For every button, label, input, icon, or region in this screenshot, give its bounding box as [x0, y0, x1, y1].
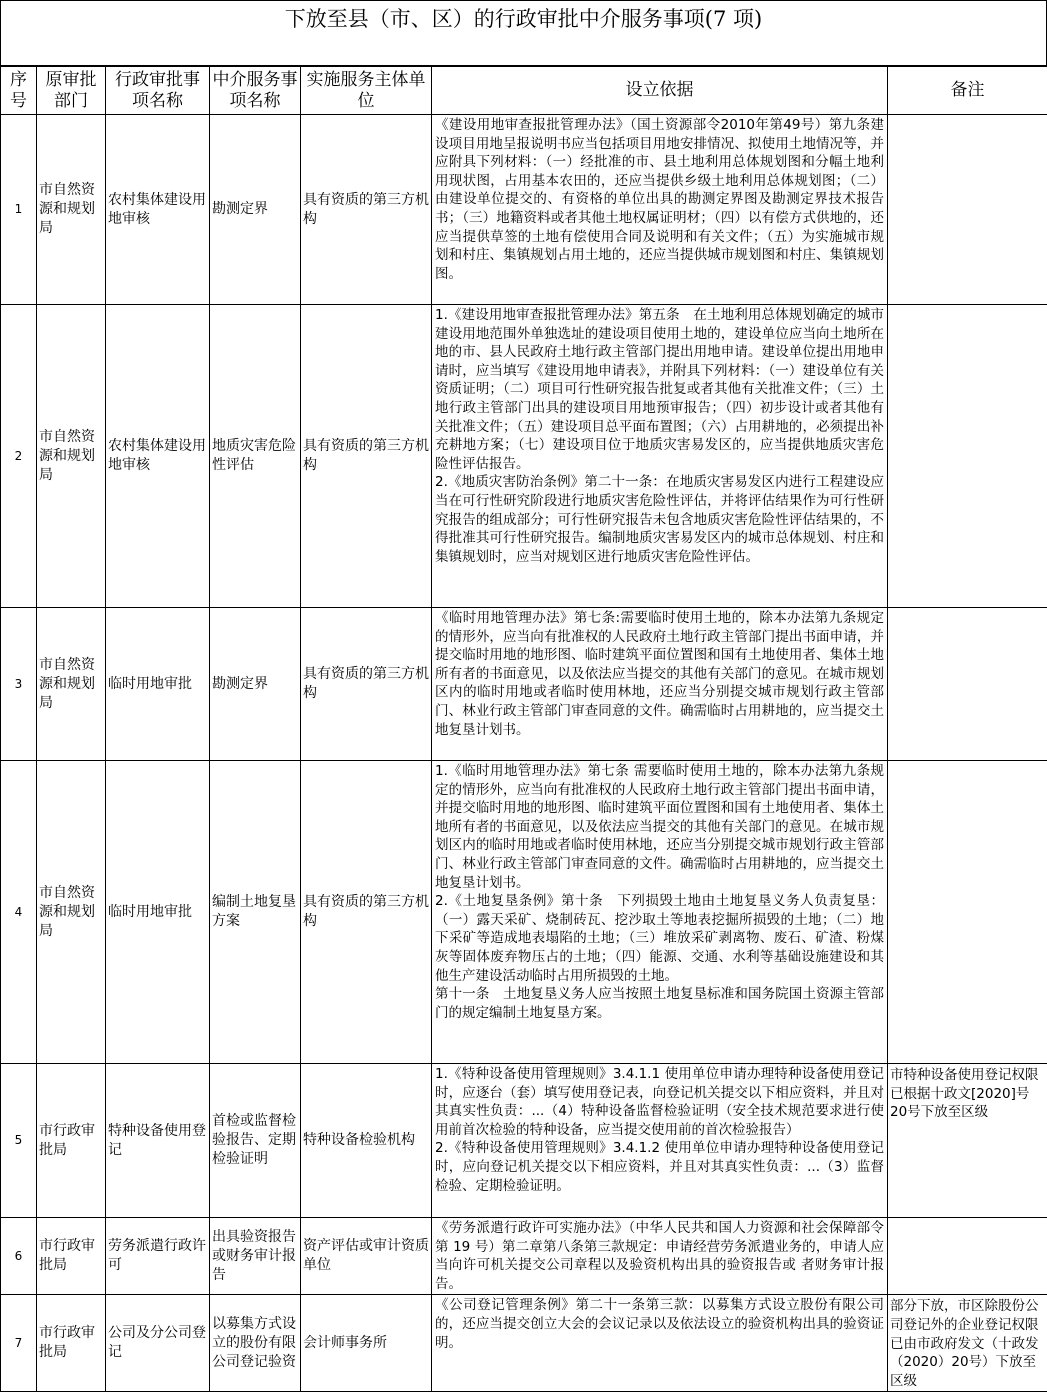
cell-provider: 资产评估或审计资质单位: [301, 1218, 432, 1295]
cell-service: 地质灾害危险性评估: [210, 305, 301, 608]
cell-dept: 市行政审批局: [37, 1295, 106, 1392]
cell-note: [888, 115, 1047, 305]
cell-dept: 市自然资源和规划局: [37, 305, 106, 608]
basis-paragraph: 1.《特种设备使用管理规则》3.4.1.1 使用单位申请办理特种设备使用登记时，应逐台（套）填写使用登记表，向登记机关提交以下相应资料，并且对其真实性负责：...（4）特种设备监督检验证明（安全技术规范要求进行使用前首次检验的特种设备，应当提交使用前的首次检验报告）: [435, 1065, 884, 1139]
cell-dept: 市自然资源和规划局: [37, 608, 106, 761]
cell-item: 临时用地审批: [106, 761, 210, 1064]
table-row: [1, 115, 1047, 305]
basis-paragraph: 第十一条 土地复垦义务人应当按照土地复垦标准和国务院国土资源主管部门的规定编制土地复垦方案。: [435, 985, 884, 1022]
cell-item: 临时用地审批: [106, 608, 210, 761]
basis-paragraph: 《临时用地管理办法》第七条:需要临时使用土地的，除本办法第九条规定的情形外，应当向有批准权的人民政府土地行政主管部门提出书面申请，并提交临时用地的地形图、临时建筑平面位置图和国有土地使用者、集体土地所有者的书面意见，以及依法应当提交的其他有关部门的意见。在城市规划区内的临时用地或者临时使用林地，还应当分别提交城市规划行政主管部门、林业行政主管部门审查同意的文件。确需临时占用耕地的，应当提交土地复垦计划书。: [435, 609, 884, 739]
basis-paragraph: 2.《土地复垦条例》第十条 下列损毁土地由土地复垦义务人负责复垦：（一）露天采矿、烧制砖瓦、挖沙取土等地表挖掘所损毁的土地；（二）地下采矿等造成地表塌陷的土地；（三）堆放采矿剥离物、废石、矿渣、粉煤灰等固体废弃物压占的土地；（四）能源、交通、水利等基础设施建设和其他生产建设活动临时占用所损毁的土地。: [435, 892, 884, 985]
cell-provider: 特种设备检验机构: [301, 1064, 432, 1218]
document-title: 下放至县（市、区）的行政审批中介服务事项(7 项): [0, 0, 1047, 66]
cell-item: 农村集体建设用地审核: [106, 305, 210, 608]
cell-note: [888, 761, 1047, 1064]
cell-no: 4: [1, 761, 37, 1064]
table-row: [1, 608, 1047, 761]
cell-service: 勘测定界: [210, 115, 301, 305]
cell-dept: 市行政审批局: [37, 1218, 106, 1295]
basis-paragraph: 《劳务派遣行政许可实施办法》（中华人民共和国人力资源和社会保障部令第 19 号）第二章第八条第三款规定：申请经营劳务派遣业务的，申请人应当向许可机关提交公司章程以及验资机构出具的验资报告或 者财务审计报告。: [435, 1219, 884, 1293]
table-row: [1, 1064, 1047, 1218]
header-no: 序号: [1, 67, 37, 115]
cell-provider: 会计师事务所: [301, 1295, 432, 1392]
cell-no: 3: [1, 608, 37, 761]
cell-basis: [432, 1218, 888, 1295]
cell-basis: [432, 1064, 888, 1218]
header-provider: 实施服务主体单位: [301, 67, 432, 115]
cell-dept: 市自然资源和规划局: [37, 761, 106, 1064]
service-items-table: [0, 66, 1047, 1392]
basis-paragraph: 2.《地质灾害防治条例》第二十一条：在地质灾害易发区内进行工程建设应当在可行性研究阶段进行地质灾害危险性评估，并将评估结果作为可行性研究报告的组成部分；可行性研究报告未包含地质灾害危险性评估结果的，不得批准其可行性研究报告。编制地质灾害易发区内的城市总体规划、村庄和集镇规划时，应当对规划区进行地质灾害危险性评估。: [435, 473, 884, 566]
cell-note: [888, 305, 1047, 608]
cell-note: 部分下放，市区除股份公司登记外的企业登记权限已由市政府发文（十政发（2020）20号）下放至区级: [888, 1295, 1047, 1392]
header-dept: 原审批部门: [37, 67, 106, 115]
table-row: [1, 305, 1047, 608]
table-header-row: [1, 67, 1047, 115]
table-row: [1, 761, 1047, 1064]
cell-note: [888, 1218, 1047, 1295]
cell-item: 农村集体建设用地审核: [106, 115, 210, 305]
cell-service: 以募集方式设立的股份有限公司登记验资: [210, 1295, 301, 1392]
cell-no: 7: [1, 1295, 37, 1392]
cell-basis: [432, 608, 888, 761]
basis-paragraph: 《公司登记管理条例》第二十一条第三款：以募集方式设立股份有限公司的，还应当提交创立大会的会议记录以及依法设立的验资机构出具的验资证明。: [435, 1296, 884, 1352]
cell-service: 编制土地复垦方案: [210, 761, 301, 1064]
cell-no: 6: [1, 1218, 37, 1295]
cell-no: 5: [1, 1064, 37, 1218]
cell-no: 2: [1, 305, 37, 608]
basis-paragraph: 1.《建设用地审查报批管理办法》第五条 在土地利用总体规划确定的城市建设用地范围外单独选址的建设项目使用土地的，建设单位应当向土地所在地的市、县人民政府土地行政主管部门提出用地申请。建设单位提出用地申请时，应当填写《建设用地申请表》，并附具下列材料：（一）建设单位有关资质证明；（二）项目可行性研究报告批复或者其他有关批准文件；（三）土地行政主管部门出具的建设项目用地预审报告；（四）初步设计或者其他有关批准文件；（五）建设项目总平面布置图；（六）占用耕地的，必须提出补充耕地方案；（七）建设项目位于地质灾害易发区的，应当提供地质灾害危险性评估报告。: [435, 306, 884, 473]
header-item: 行政审批事项名称: [106, 67, 210, 115]
cell-basis: [432, 1295, 888, 1392]
cell-dept: 市自然资源和规划局: [37, 115, 106, 305]
cell-provider: 具有资质的第三方机构: [301, 608, 432, 761]
basis-paragraph: 《建设用地审查报批管理办法》（国土资源部令2010年第49号）第九条建设项目用地呈报说明书应当包括项目用地安排情况、拟使用土地情况等，并应附具下列材料：（一）经批准的市、县土地利用总体规划图和分幅土地利用现状图，占用基本农田的，还应当提供乡级土地利用总体规划图；（二）由建设单位提交的、有资格的单位出具的勘测定界图及勘测定界技术报告书；（三）地籍资料或者其他土地权属证明材；（四）以有偿方式供地的，还应当提供草签的土地有偿使用合同及说明和有关文件；（五）为实施城市规划和村庄、集镇规划占用土地的，还应当提供城市规划图和村庄、集镇规划图。: [435, 116, 884, 283]
cell-note: 市特种设备使用登记权限已根据十政文[2020]号20号下放至区级: [888, 1064, 1047, 1218]
cell-basis: [432, 305, 888, 608]
header-basis: 设立依据: [432, 67, 888, 115]
cell-service: 出具验资报告或财务审计报告: [210, 1218, 301, 1295]
basis-paragraph: 2.《特种设备使用管理规则》3.4.1.2 使用单位申请办理特种设备使用登记时，应向登记机关提交以下相应资料，并且对其真实性负责：...（3）监督检验、定期检验证明。: [435, 1139, 884, 1195]
cell-provider: 具有资质的第三方机构: [301, 761, 432, 1064]
cell-no: 1: [1, 115, 37, 305]
cell-dept: 市行政审批局: [37, 1064, 106, 1218]
table-row: [1, 1295, 1047, 1392]
cell-service: 首检或监督检验报告、定期检验证明: [210, 1064, 301, 1218]
cell-item: 特种设备使用登记: [106, 1064, 210, 1218]
header-service: 中介服务事项名称: [210, 67, 301, 115]
table-row: [1, 1218, 1047, 1295]
cell-item: 公司及分公司登记: [106, 1295, 210, 1392]
cell-service: 勘测定界: [210, 608, 301, 761]
basis-paragraph: 1.《临时用地管理办法》第七条 需要临时使用土地的，除本办法第九条规定的情形外，应当向有批准权的人民政府土地行政主管部门提出书面申请，并提交临时用地的地形图、临时建筑平面位置图和国有土地使用者、集体土地所有者的书面意见，以及依法应当提交的其他有关部门的意见。在城市规划区内的临时用地或者临时使用林地，还应当分别提交城市规划行政主管部门、林业行政主管部门审查同意的文件。确需临时占用耕地的，应当提交土地复垦计划书。: [435, 762, 884, 892]
cell-basis: [432, 115, 888, 305]
cell-provider: 具有资质的第三方机构: [301, 115, 432, 305]
header-note: 备注: [888, 67, 1047, 115]
cell-provider: 具有资质的第三方机构: [301, 305, 432, 608]
cell-basis: [432, 761, 888, 1064]
cell-item: 劳务派遣行政许可: [106, 1218, 210, 1295]
cell-note: [888, 608, 1047, 761]
